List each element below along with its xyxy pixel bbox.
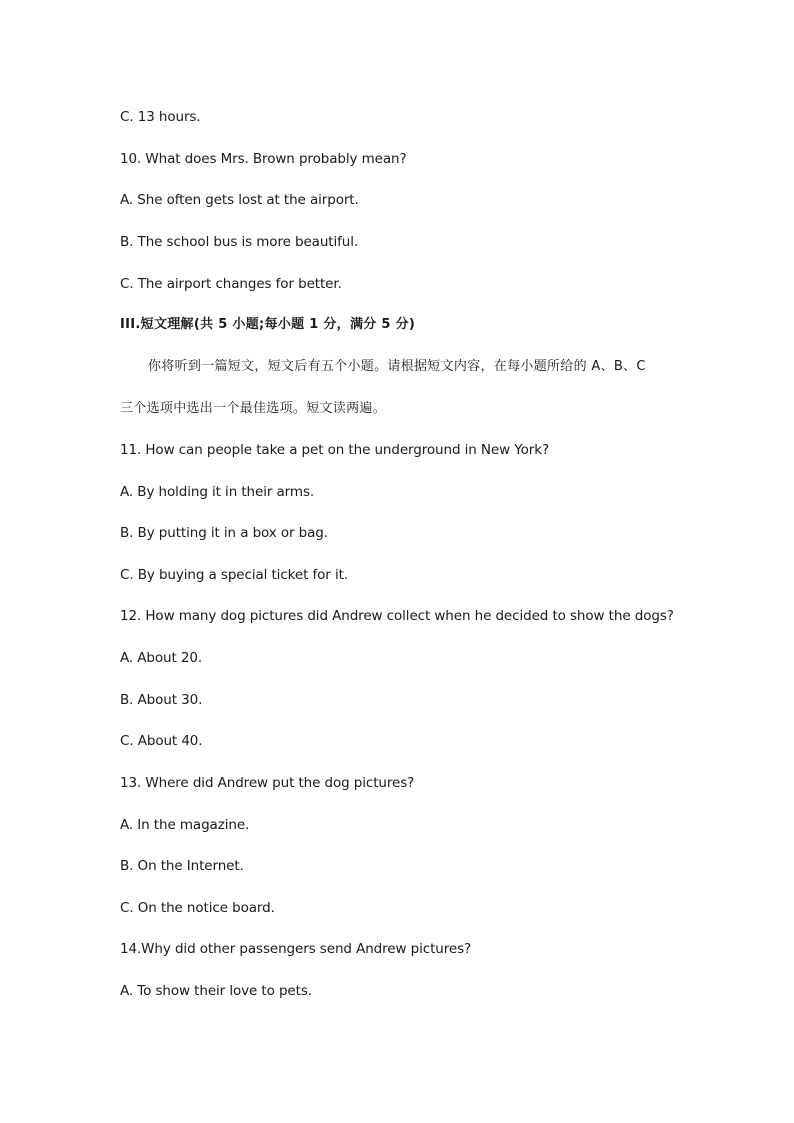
- section-instructions-line-1: 你将听到一篇短文，短文后有五个小题。请根据短文内容，在每小题所给的 A、B、C: [148, 359, 646, 374]
- section-iii-heading: III.短文理解(共 5 小题;每小题 1 分，满分 5 分): [120, 317, 416, 332]
- q12-option-c: C. About 40.: [120, 733, 203, 749]
- q14-option-a: A. To show their love to pets.: [120, 983, 312, 999]
- q10-option-b: B. The school bus is more beautiful.: [120, 234, 359, 250]
- q12-option-a: A. About 20.: [120, 650, 203, 666]
- q10-option-c: C. The airport changes for better.: [120, 276, 342, 292]
- section-instructions-line-2: 三个选项中选出一个最佳选项。短文读两遍。: [120, 401, 387, 416]
- q13-question: 13. Where did Andrew put the dog pictures?: [120, 775, 415, 791]
- q10-question: 10. What does Mrs. Brown probably mean?: [120, 151, 407, 167]
- q9-option-c: C. 13 hours.: [120, 109, 201, 125]
- q12-question: 12. How many dog pictures did Andrew collect when he decided to show the dogs?: [120, 608, 674, 624]
- q10-option-a: A. She often gets lost at the airport.: [120, 192, 359, 208]
- q11-option-b: B. By putting it in a box or bag.: [120, 525, 328, 541]
- q11-option-c: C. By buying a special ticket for it.: [120, 567, 348, 583]
- q13-option-b: B. On the Internet.: [120, 858, 244, 874]
- q14-question: 14.Why did other passengers send Andrew pictures?: [120, 941, 472, 957]
- q13-option-a: A. In the magazine.: [120, 817, 250, 833]
- q13-option-c: C. On the notice board.: [120, 900, 275, 916]
- q11-question: 11. How can people take a pet on the underground in New York?: [120, 442, 550, 458]
- q12-option-b: B. About 30.: [120, 692, 203, 708]
- q11-option-a: A. By holding it in their arms.: [120, 484, 315, 500]
